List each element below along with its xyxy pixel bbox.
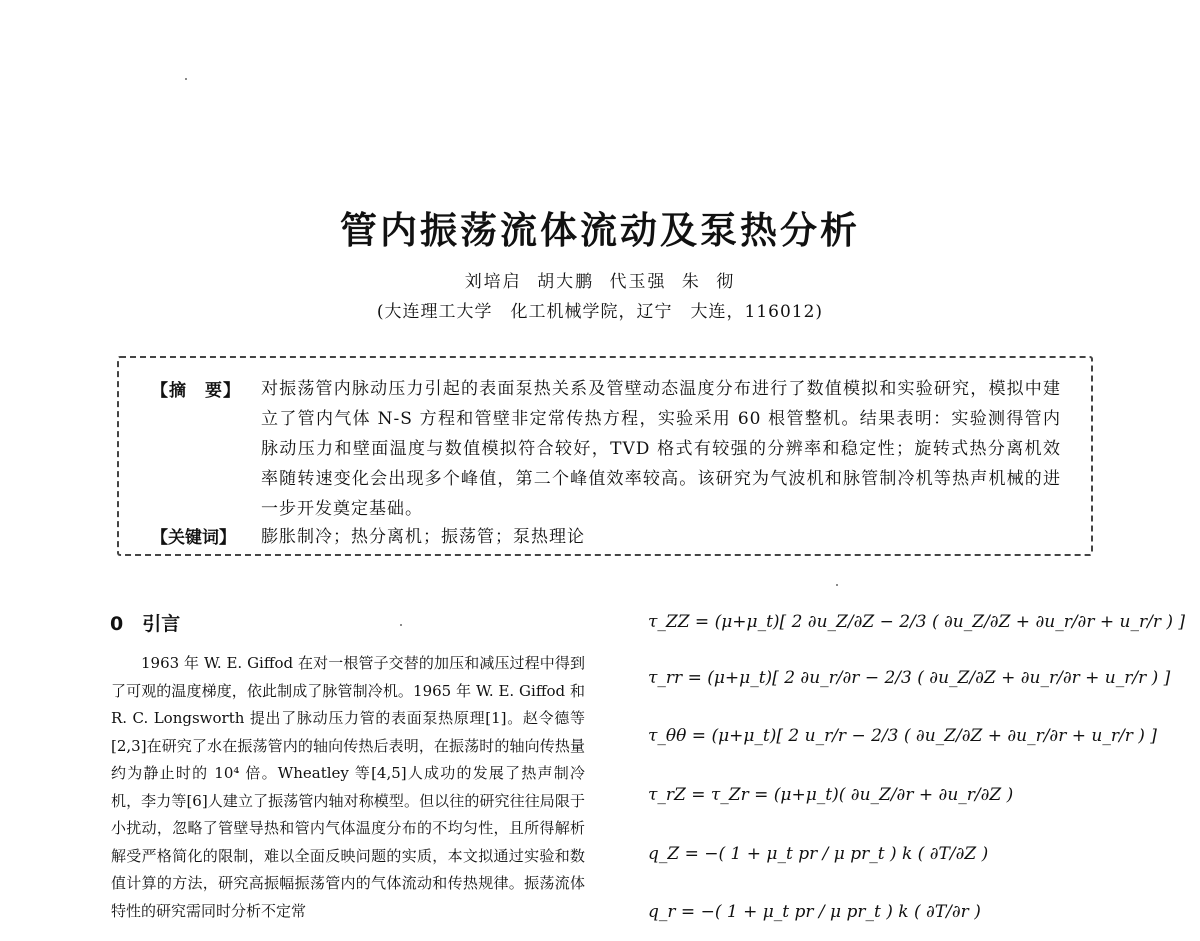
equation-tau-zz: τ_ZZ = (μ+μ_t)[ 2 ∂u_Z/∂Z − 2/3 ( ∂u_Z/∂Z + ∂u_r/∂r + u_r/r ) ] xyxy=(648,612,1186,632)
equation-q-r: q_r = −( 1 + μ_t pr / μ pr_t ) k ( ∂T/∂r ) xyxy=(648,902,981,922)
abstract-text: 对振荡管内脉动压力引起的表面泵热关系及管壁动态温度分布进行了数值模拟和实验研究，模拟中建立了管内气体 N-S 方程和管壁非定常传热方程，实验采用 60 根管整机。结果表明：实验测得管内脉动压力和壁面温度与数值模拟符合较好，TVD 格式有较强的分辨率和稳定性；旋转式热分离机效率随转速变化会出现多个峰值，第二个峰值效率较高。该研究为气波机和脉管制冷机等热声机械的进一步开发奠定基础。 xyxy=(261,379,1061,519)
paper-title: 管内振荡流体流动及泵热分析 xyxy=(340,209,860,252)
scan-speck xyxy=(400,624,402,626)
equation-tau-rz: τ_rZ = τ_Zr = (μ+μ_t)( ∂u_Z/∂r + ∂u_r/∂Z ) xyxy=(648,785,1014,805)
body-paragraph xyxy=(111,650,585,925)
author-list: 刘培启 胡大鹏 代玉强 朱 彻 xyxy=(464,272,736,292)
equation-tau-rr: τ_rr = (μ+μ_t)[ 2 ∂u_r/∂r − 2/3 ( ∂u_Z/∂Z + ∂u_r/∂r + u_r/r ) ] xyxy=(648,668,1171,688)
affiliation: (大连理工大学 化工机械学院，辽宁 大连，116012) xyxy=(376,302,824,322)
equation-q-z: q_Z = −( 1 + μ_t pr / μ pr_t ) k ( ∂T/∂Z ) xyxy=(648,844,989,864)
equation-tau-thetatheta: τ_θθ = (μ+μ_t)[ 2 u_r/r − 2/3 ( ∂u_Z/∂Z + ∂u_r/∂r + u_r/r ) ] xyxy=(648,726,1157,746)
section-heading: 0 引言 xyxy=(110,613,181,635)
keywords-label: 【关键词】 xyxy=(151,528,236,548)
paragraph-text: 1963 年 W. E. Giffod 在对一根管子交替的加压和减压过程中得到了可观的温度梯度，依此制成了脉管制冷机。1965 年 W. E. Giffod 和 R. C. Longsworth 提出了脉动压力管的表面泵热原理[1]。赵令德等[2,3]在研究了水在振荡管内的轴向传热后表明，在振荡时的轴向传热量约为静止时的 10⁴ 倍。Wheatley 等[4,5]人成功的发展了热声制冷机，李力等[6]人建立了振荡管内轴对称模型。但以往的研究往往局限于小扰动，忽略了管壁导热和管内气体温度分布的不均匀性，且所得解析解受严格简化的限制，难以全面反映问题的实质，本文拟通过实验和数值计算的方法，研究高振幅振荡管内的气体流动和传热规律。振荡流体特性的研究需同时分析不定常 xyxy=(111,654,585,920)
scan-speck xyxy=(185,78,187,80)
abstract-label: 【摘 要】 xyxy=(151,381,241,401)
scan-speck xyxy=(836,584,838,586)
keywords-text: 膨胀制冷；热分离机；振荡管；泵热理论 xyxy=(261,527,585,547)
